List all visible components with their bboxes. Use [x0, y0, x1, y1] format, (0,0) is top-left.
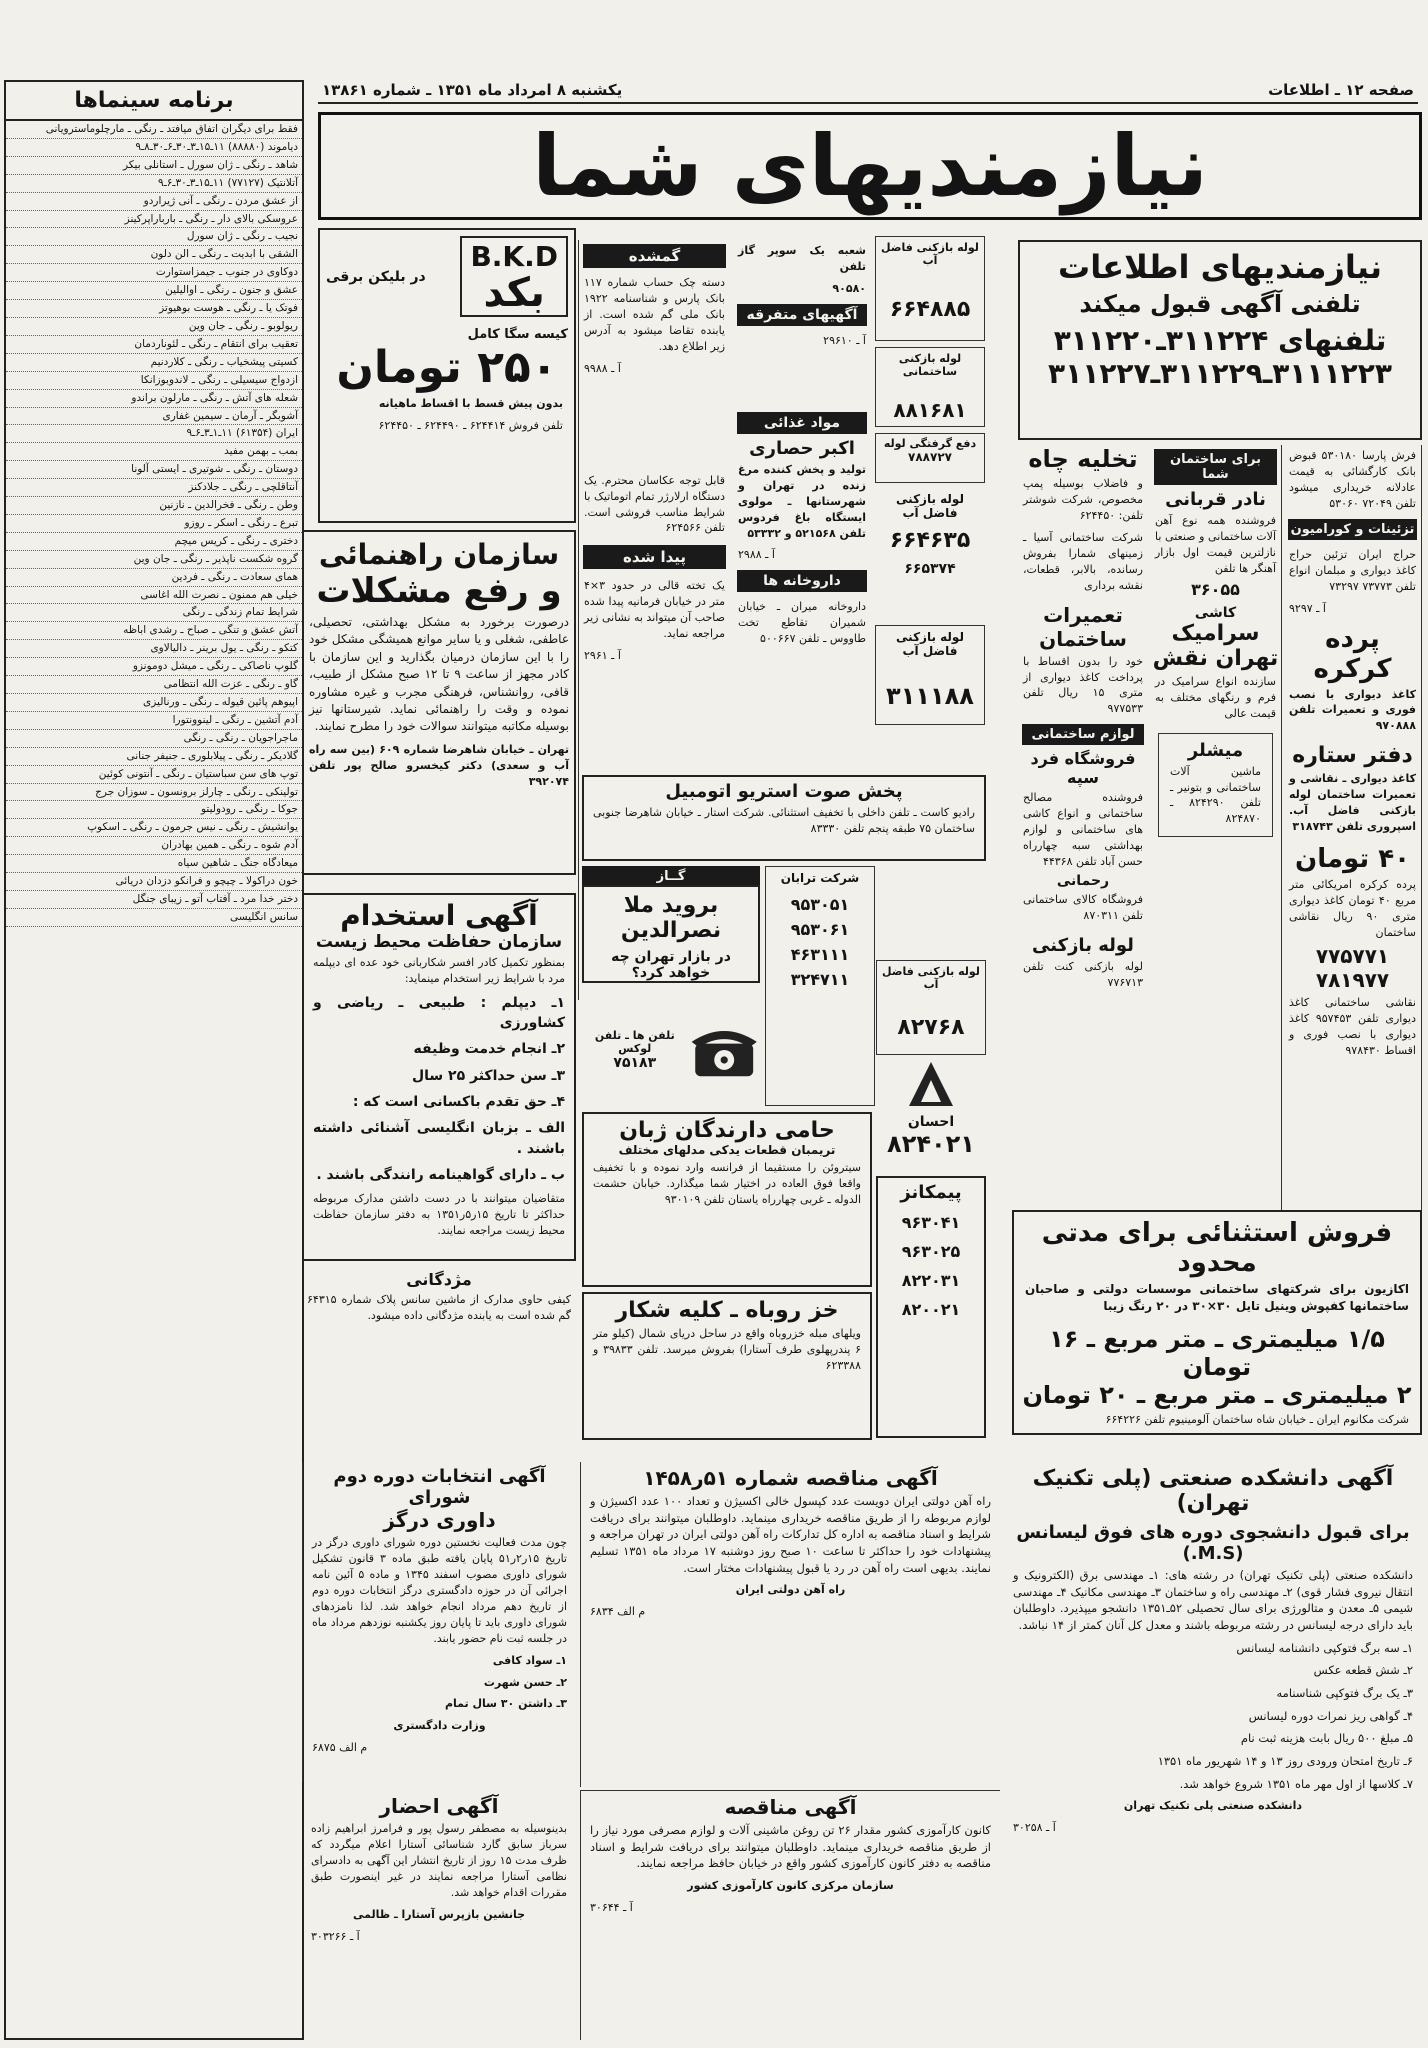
- cinema-row: گلادیکر ـ رنگی ـ پیلابلوری ـ جنیفر جنانی: [6, 748, 302, 766]
- cinema-row: عروسکی بالای دار ـ رنگی ـ بارباراپرکینز: [6, 211, 302, 229]
- poly-sub: برای قبول دانشجوی دوره های فوق لیسانس (M.S.): [1016, 1522, 1410, 1564]
- found-intro: قابل توجه عکاسان محترم. یک دستگاه ارلارژر تمام اتوماتیک با شرایط مناسب فروشی است. تلفن ۶۲۴۵۶۶: [584, 473, 725, 535]
- cinema-row: دوکاوی در جنوب ـ جیمزاستوارت: [6, 264, 302, 282]
- ehsan-ad: [876, 1060, 986, 1170]
- found-title: پیدا شده: [583, 545, 726, 569]
- cinema-row: توپ های سن سباستیان ـ رنگی ـ آنتونی کوئین: [6, 766, 302, 784]
- poly-item: ۲ـ شش قطعه عکس: [1313, 1663, 1413, 1678]
- misc-ref: آ ـ ۲۹۶۱۰: [823, 333, 866, 347]
- tires-ref: آ ـ ۹۲۹۷: [1289, 601, 1326, 615]
- cinema-row: ایران (۶۱۳۵۴) ۱۱ـ۱ـ۳ـ۶ـ۹: [6, 425, 302, 443]
- food-title: مواد غذائی: [737, 412, 867, 434]
- reward-title: مژدگانی: [406, 1270, 472, 1289]
- skins-ad: [582, 1292, 872, 1440]
- cinema-row: تعقیب برای انتقام ـ رنگی ـ لئوناردمان: [6, 336, 302, 354]
- cartrans-phones: [770, 895, 870, 989]
- cinema-row: خون دراکولا ـ چیچو و فرانکو دزدان دریائی: [6, 873, 302, 891]
- pipe-title: لوله بازکنی: [1032, 934, 1134, 956]
- paymaz-phones: [882, 1213, 980, 1319]
- council-item: ۱ـ سواد کافی: [492, 1653, 567, 1667]
- sale-body: اکازیون برای شرکتهای ساختمانی موسسات دولتی و صاحبان ساختمانها کفپوش وینیل تایل ۳۰×۳۰ در ۲۰ رنگ زیبا: [1025, 1282, 1409, 1314]
- plumb3-phone: ۷۸۸۷۲۷: [908, 450, 952, 464]
- ticket-price: ۲۵۰ تومان: [336, 342, 558, 393]
- radio-body: رادیو کاست ـ تلفن داخلی با تخفیف استثنائی. شرکت استار ـ خیابان شاهرضا جنوبی ساختمان ۷۵ طبقه پنجم تلفن ۸۳۳۳۰: [593, 806, 975, 835]
- poly-item: ۶ـ تاریخ امتحان ورودی روز ۱۳ و ۱۴ شهریور ماه ۱۳۵۱: [1157, 1754, 1413, 1769]
- paymaz-phone: ۸۲۲۰۳۱: [901, 1271, 961, 1290]
- hire-sub: سازمان حفاظت محیط زیست: [315, 932, 563, 952]
- guidance-title2: و رفع مشکلات: [316, 571, 562, 611]
- paymaz-phone: ۹۶۳۰۴۱: [901, 1213, 961, 1232]
- bazaar-ad: [582, 885, 760, 983]
- council-body: چون مدت فعالیت نخستین دوره شورای داوری درگز در تاریخ ۱۵ر۲ر۵۱ پایان یافته طبق ماده ۳ قانون تشکیل شورای داوری مصوب اسفند ۱۳۴۵ و ماده ۵ آئین نامه اجرائی آن در حوزه دادگستری درگز انتخابات دوره دوم از تاریخ دهم مرداد انجام خواهد شد. لذا نامزدهای شورای داوری باید تا پایان روز یکشنبه نوزدهم مرداد ماه در جلسه ثبت نام حضور یابند.: [312, 1536, 567, 1645]
- gas-label: گــاز: [582, 866, 760, 887]
- cinema-row: ازدواج سیسیلی ـ رنگی ـ لاندوبوزانکا: [6, 372, 302, 390]
- reward-body: کیفی حاوی مدارک از ماشین سانس پلاک شماره ۶۴۳۱۵ گم شده است به یابنده مژدگانی داده میشود.: [307, 1293, 571, 1322]
- ticket-addr: تلفن فروش ۶۲۴۴۱۴ ـ ۶۲۴۴۹۰ ـ ۶۲۴۴۵۰: [378, 418, 563, 432]
- training-sign: سازمان مرکزی کانون کارآموزی کشور: [687, 1879, 894, 1893]
- bazaar-sub: در بازار تهران چه خواهد کرد؟: [611, 949, 731, 981]
- council-item: ۲ـ حسن شهرت: [483, 1675, 567, 1689]
- council-items: [307, 1650, 572, 1716]
- cinema-row: آنتاقلچی ـ رنگی ـ جلادکنز: [6, 479, 302, 497]
- tender-body: راه آهن دولتی ایران دویست عدد کپسول خالی اکسیژن و تعداد ۱۰۰ عدد اکسیژن و لوازم مربوطه را از طریق مناقصه خریداری مینماید. داوطلبان میتوانند برای دریافت شرایط و اسناد مناقصه به اداره کل تدارکات راه آهن دولتی ایران در تهران مراجعه و پیشنهادات خود را حداکثر تا ساعت ۱۰ صبح روز دوشنبه ۱۷ مرداد ماه ۱۳۵۱ تسلیم نمایند. بدیهی است راه آهن در رد یا قبول پیشنهادات مختار است.: [590, 1494, 991, 1575]
- hire-item: ۴ـ حق تقدم باکسانی است که :: [352, 1094, 565, 1111]
- mischler-box: [1158, 733, 1273, 838]
- summons-ref: آ ـ ۳۰۳۲۶۶: [311, 1929, 360, 1943]
- cinema-row: دیاموند (۸۸۸۸۰) ۱۱ـ۱۵ـ۳ـ۳۰ـ۶ـ۳۰ـ۸ـ۹: [6, 139, 302, 157]
- supplies-name: فروشگاه فرد سپه: [1030, 749, 1136, 788]
- translate-ad: [582, 1112, 872, 1287]
- toman40-title: ۴۰ تومان: [1295, 844, 1410, 875]
- gas-phone: ۹۰۵۸۰: [832, 281, 866, 295]
- council-ref: م الف ۶۸۷۵: [312, 1741, 368, 1755]
- cinema-row: جوکا ـ رنگی ـ رودولیتو: [6, 801, 302, 819]
- hire-item: ۲ـ انجام خدمت وظیفه: [413, 1041, 565, 1058]
- phone-ad: [582, 990, 760, 1110]
- guidance-title: سازمان راهنمائی: [318, 538, 560, 571]
- cinema-row: عشق و جنون ـ رنگی ـ اوالیلین: [6, 282, 302, 300]
- plumb5-box: [875, 625, 985, 725]
- sale-title: فروش استثنائی برای مدتی محدود: [1041, 1218, 1393, 1278]
- lost-ref: آ ـ ۹۹۸۸: [584, 361, 621, 375]
- cinema-row: ریولوبو ـ رنگی ـ جان وین: [6, 318, 302, 336]
- summons-sign: جانشین بازپرس آستارا ـ ظالمی: [352, 1907, 526, 1921]
- info-phones2: ۳۱۱۱۲۲۳ـ۳۱۱۲۲۹ـ۳۱۱۲۲۷: [1048, 357, 1392, 390]
- banner-title: نیازمندیهای شما: [532, 117, 1208, 215]
- radio-ad: [582, 775, 986, 861]
- council-item: ۳ـ داشتن ۳۰ سال تمام: [444, 1697, 567, 1711]
- ticket-note: بدون پیش قسط با اقساط ماهیانه: [378, 397, 563, 410]
- cartrans-phone: ۴۶۳۱۱۱: [790, 945, 850, 964]
- poly-items: [1008, 1637, 1418, 1796]
- guidance-ad: [302, 530, 576, 875]
- paymaz-phone: ۹۶۳۰۲۵: [901, 1242, 961, 1261]
- sale-line2: ۲ میلیمتری ـ متر مربع ـ ۲۰ تومان: [1022, 1380, 1412, 1409]
- rahmani-body: فروشگاه کالای ساختمانی تلفن ۸۷۰۳۱۱: [1023, 893, 1143, 922]
- paymaz-title: پیمکانز: [900, 1182, 962, 1203]
- cinema-row: شرایط تمام زندگی ـ رنگی: [6, 604, 302, 622]
- ticket-line2: کیسه سگا کامل: [467, 327, 568, 342]
- nader-name: نادر قربانی: [1165, 489, 1266, 510]
- poly-item: ۳ـ یک برگ فتوکپی شناسنامه: [1276, 1686, 1413, 1701]
- poly-title: آگهی دانشکده صنعتی (پلی تکنیک تهران): [1032, 1466, 1394, 1516]
- cinema-row: فقط برای دیگران اتفاق میافتد ـ رنگی ـ مارچلوماسترویانی: [6, 121, 302, 139]
- found-ref: آ ـ ۲۹۶۱: [584, 649, 621, 663]
- plumb2-phone: ۸۸۱۶۸۱: [893, 398, 967, 422]
- cinema-row: وطن ـ رنگی ـ فخرالدین ـ نازنین: [6, 497, 302, 515]
- info-sub: تلفنی آگهی قبول میکند: [1079, 290, 1361, 318]
- poly-sign: دانشکده صنعتی پلی تکنیک تهران: [1123, 1799, 1303, 1813]
- plumb6-phone: ۸۲۷۶۸: [897, 1015, 965, 1040]
- sale-ad: [1012, 1210, 1422, 1435]
- cinema-row: شاهد ـ رنگی ـ ژان سورل ـ استانلی بیکر: [6, 157, 302, 175]
- polytechnic-ad: [1004, 1462, 1422, 2040]
- cinema-row: یوانشیش ـ رنگی ـ نیس جرمون ـ رنگی ـ اسکوپ: [6, 819, 302, 837]
- page-header: [318, 78, 1418, 104]
- lost-title: گمشده: [583, 244, 726, 268]
- cinema-row: همای سعادت ـ رنگی ـ فردین: [6, 569, 302, 587]
- nader-phone: ۳۶۰۵۵: [1191, 579, 1240, 599]
- phone-ad-title: تلفن ها ـ تلفن لوکس: [594, 1029, 675, 1055]
- cinema-row: خیلی هم ممنون ـ نصرت الله اغاسی: [6, 587, 302, 605]
- cartrans-phone: ۹۵۳۰۶۱: [790, 920, 850, 939]
- pipe-body: لوله بازکنی کنت تلفن ۷۷۶۷۱۳: [1023, 959, 1143, 989]
- star-title: دفتر ستاره: [1292, 743, 1413, 769]
- tender-ad: [580, 1462, 1000, 1787]
- council-title: آگهی انتخابات دوره دوم شورای: [333, 1466, 546, 1508]
- plumb6-title: لوله بازکنی فاضل آب: [882, 965, 980, 991]
- summons-title: آگهی احضار: [379, 1794, 499, 1818]
- cinema-row: از عشق مردن ـ رنگی ـ آنی ژیراردو: [6, 193, 302, 211]
- star-body: کاغذ دیواری ـ نقاشی و تعمیرات ساختمان لوله بازکنی فاضل آب. اسپروری تلفن ۳۱۸۷۴۳: [1289, 772, 1416, 834]
- training-title: آگهی مناقصه: [724, 1795, 857, 1819]
- cinema-row: میعادگاه جنگ ـ شاهین سیاه: [6, 855, 302, 873]
- wells-title: تخلیه چاه: [1028, 445, 1138, 473]
- poly-ref: آ ـ ۳۰۲۵۸: [1013, 1821, 1056, 1835]
- food-ref: آ ـ ۲۹۸۸: [738, 548, 775, 562]
- wells-body2: شرکت ساختمانی آسیا ـ زمینهای شمارا بفروش رسانده، بالابر، قطعات، نقشه برداری: [1023, 530, 1143, 592]
- supplies-title: لوازم ساختمانی: [1022, 724, 1144, 745]
- phone-ad-phone: ۷۵۱۸۳: [613, 1055, 657, 1071]
- plumb1-title: لوله بازکنی فاضل آب: [881, 241, 979, 267]
- nader-title: برای ساختمان شما: [1154, 449, 1277, 485]
- hire-item: الف ـ بزبان انگلیسی آشنائی داشته باشند .: [313, 1120, 565, 1157]
- sale-foot: شرکت مکانوم ایران ـ خیابان شاه ساختمان آلومینیوم تلفن ۶۶۴۲۲۶: [1105, 1412, 1409, 1426]
- plumb4-phone: ۶۶۴۶۳۵: [889, 528, 971, 553]
- cinema-row: فوتک یا ـ رنگی ـ هوست بوهیوتز: [6, 300, 302, 318]
- cinema-row: ماجراجویان ـ رنگی ـ رنگی: [6, 730, 302, 748]
- bazaar-title: بروید ملا نصرالدین: [620, 893, 722, 943]
- plumb3-title: دفع گرفتگی لوله: [883, 437, 977, 450]
- info-ad: [1018, 240, 1422, 440]
- cinema-row: کتکو ـ رنگی ـ یول برینر ـ دالیالاوی: [6, 640, 302, 658]
- cinema-row: دختر خدا مرد ـ آفتاب آتو ـ زیبای جنگل: [6, 891, 302, 909]
- translate-title: حامی دارندگان ژبان: [619, 1118, 835, 1143]
- poly-item: ۵ـ مبلغ ۵۰۰ ریال بابت هزینه ثبت نام: [1240, 1731, 1413, 1746]
- misc-title: آگهیهای متفرقه: [737, 304, 867, 326]
- plumb5-phone: ۳۱۱۱۸۸: [886, 682, 974, 710]
- translate-sub: تریمبان قطعات یدکی مدلهای مختلف: [618, 1143, 836, 1157]
- ehsan-title: احسان: [907, 1114, 955, 1130]
- poly-body: دانشکده صنعتی (پلی تکنیک تهران) در رشته های: ۱ـ مهندسی برق (الکترونیک و انتقال نیروی فشار قوی) ۲ـ مهندسی راه و ساختمان ۳ـ مهندسی مکانیک ۴ـ مهندسی شیمی ۵ـ معدن و متالورژی برای سال تحصیلی ۵۲ـ۱۳۵۱ دانشجو میپذیرد. داوطلبان باید دارای درجه لیسانس در رشته مربوطه باشند و معدل کل آنان کمتر از ۱۴ نباشد.: [1013, 1568, 1413, 1633]
- council-sign: وزارت دادگستری: [393, 1719, 486, 1733]
- tires-title: تزئینات و کورامیون: [1288, 519, 1417, 540]
- cartrans-title: شرکت ترابان: [780, 871, 860, 885]
- curtain-body: کاغذ دیواری با نصب فوری و تعمیرات تلفن ۹۷۰۸۸۸: [1289, 687, 1416, 733]
- cinema-row: نجیب ـ رنگی ـ ژان سورل: [6, 228, 302, 246]
- repair-title: تعمیرات ساختمان: [1039, 602, 1127, 651]
- plumb5-title: لوله بازکنی فاضل آب: [896, 630, 964, 658]
- hire-body: بمنظور تکمیل کادر افسر شکاربانی خود عده ای دیپلمه مرد با شرایط زیر استخدام مینماید:: [313, 956, 565, 985]
- plumb2-title: لوله بازکنی ساختمانی: [898, 352, 962, 378]
- cinema-row: گروه شکست ناپذیر ـ رنگی ـ جان وین: [6, 551, 302, 569]
- plumb3-box: [875, 433, 985, 483]
- ehsan-phone: ۸۲۴۰۲۱: [887, 1130, 975, 1158]
- page-label: صفحه ۱۲ ـ اطلاعات: [1268, 81, 1414, 99]
- guidance-body: درصورت برخورد به مشکل بهداشتی، تحصیلی، عاطفی، شغلی و یا سایر موانع همیشگی مشکل خود را با این سازمان درمیان بگذارید و این سازمان با کادر مجهز از ساعت ۹ تا ۱۲ صبح مشکل از طبیب، قافی، روانشناس، فرهنگی مجرب و غیره مشاوره نموده و وقت را راهنمائی نماید. شیرستانها نیز بوسیله مکاتبه میتوانند سوالات خود را مطرح نمایند.: [309, 615, 570, 734]
- section-banner: [318, 112, 1422, 220]
- cinema-row: آتش عشق و تنگی ـ صباح ـ رشدی اباظه: [6, 622, 302, 640]
- plumb4-box: [875, 489, 985, 619]
- telephone-icon: [688, 1015, 760, 1085]
- flame-icon: [901, 1060, 961, 1110]
- guidance-addr: تهران ـ خیابان شاهرضا شماره ۶۰۹ (بین سه راه آب و سعدی) دکتر کیخسرو صالح پور تلفن ۳۹۲۰۷۴: [309, 742, 570, 788]
- curtain-title: پرده کرکره: [1313, 623, 1392, 684]
- poly-item: ۷ـ کلاسها از اول مهر ماه ۱۳۵۱ شروع خواهد شد.: [1179, 1776, 1413, 1791]
- carpet-body: فرش پارسا ۵۳۰۱۸۰ قبوض بانک کارگشائی به قیمت عادلانه خریداری میشود تلفن ۷۲۰۴۹ ۵۳۰۶۰: [1289, 449, 1417, 510]
- poly-item: ۴ـ گواهی ریز نمرات دوره لیسانس: [1248, 1708, 1413, 1723]
- tiles-body: سازنده انواع سرامیک در فرم و رنگهای مختلف به قیمت عالی: [1155, 674, 1276, 720]
- cinema-row: تولینکی ـ رنگی ـ چارلز برونسون ـ سوزان جرج: [6, 784, 302, 802]
- cinema-row: دوستان ـ رنگی ـ شوتیری ـ ایستی آلونا: [6, 461, 302, 479]
- radio-title: پخش صوت استریو اتومبیل: [665, 781, 903, 802]
- cinema-row: شعله های آتش ـ رنگی ـ مارلون براندو: [6, 390, 302, 408]
- wells-body: و فاضلاب بوسیله پمپ مخصوص، شرکت شوشتر تلفن: ۶۲۴۴۵۰: [1023, 477, 1143, 522]
- summons-ad: [302, 1790, 576, 2040]
- tiles-name: سرامیک تهران نقش: [1152, 620, 1279, 671]
- cinema-row: بمب ـ بهمن مفید: [6, 443, 302, 461]
- toman40-phone2: ۷۸۱۹۷۷: [1315, 967, 1390, 992]
- council-ad: [302, 1462, 576, 1782]
- hire-item: ۳ـ سن حداکثر ۲۵ سال: [411, 1067, 565, 1084]
- food-name: اکبر حصاری: [749, 437, 855, 459]
- plumb6-box: [876, 960, 986, 1055]
- mischler-title: میشلر: [1187, 739, 1244, 761]
- lost-body: دسته چک حساب شماره ۱۱۷ بانک پارس و شناسنامه ۱۹۲۲ بانک ملی گم شده است. از یابنده تقاضا میشود به آدرس زیر اطلاع دهد.: [584, 276, 725, 353]
- supplies-body: فروشنده مصالح ساختمانی و انواع کاشی های ساختمانی و لوازم بهداشتی سبه چهارراه حسن آباد تلفن ۴۴۳۶۸: [1023, 791, 1143, 869]
- training-body: کانون کارآموزی کشور مقدار ۲۶ تن روغن ماشینی آلات و لوازم مصرفی مورد نیاز را از طریق مناقصه خریداری مینماید. داوطلبان میتوانند برای دریافت شرایط و اسناد مناقصه به دفتر کانون کارآموزی کشور واقع در خیابان حافظ مراجعه نمایند.: [590, 1823, 991, 1871]
- council-title2: داوری درگز: [383, 1508, 496, 1532]
- reward-ad: [302, 1270, 576, 1360]
- cinema-row: آشوبگر ـ آرمان ـ سیمین غفاری: [6, 408, 302, 426]
- tiles-title: کاشی: [1194, 604, 1237, 621]
- training-ad: [580, 1790, 1000, 2040]
- hire-requirements: [308, 990, 570, 1188]
- cinema-row: آدم شوه ـ رنگی ـ همین بهادران: [6, 837, 302, 855]
- gas-title: شعبه یک سوپر گاز تلفن: [738, 244, 866, 273]
- plumb1-box: [875, 236, 985, 341]
- cinema-row: گاو ـ رنگی ـ عزت الله انتظامی: [6, 676, 302, 694]
- repair-body: خود را بدون اقساط با پرداخت کاغذ دیواری از متری ۱۵ ریال تلفن ۹۷۷۵۳۳: [1023, 654, 1143, 716]
- tender-sign: راه آهن دولتی ایران: [735, 1583, 846, 1597]
- classified-col-c: [733, 240, 871, 770]
- hire-title: آگهی استخدام: [340, 899, 538, 932]
- plumb4-phone2: ۶۶۵۳۷۴: [904, 561, 956, 577]
- toman40-body: پرده کرکره امریکائی متر مربع ۴۰ تومان کاغذ دیواری متری ۹۰ ریال نقاشی ساختمان: [1289, 878, 1416, 939]
- hire-foot: متقاضیان میتوانند با در دست داشتن مدارک مربوطه حداکثر تا تاریخ ۱۵ر۵ر۱۳۵۱ به دفتر سازمان حفاظت محیط زیست مراجعه نمایند.: [313, 1192, 565, 1238]
- info-title: نیازمندیهای اطلاعات: [1058, 248, 1382, 286]
- plumb4-title: لوله بازکنی فاضل آب: [896, 492, 964, 520]
- wallpaper-body: نقاشی ساختمانی کاغذ دیواری تلفن ۹۵۷۴۵۳ کاغذ دیواری با نصب فوری و اقساط ۹۷۸۴۳۰: [1289, 995, 1416, 1057]
- cinema-row: اپیوهم پائین قیوله ـ رنگی ـ ورنالیزی: [6, 694, 302, 712]
- poly-item: ۱ـ سه برگ فتوکپی دانشنامه لیسانس: [1236, 1640, 1413, 1655]
- skins-body: ویلهای مبله خزروباه واقع در ساحل دریای شمال (کیلو متر ۶ پندرپهلوی طرف آستارا) بفروش میرسد. تلفن ۳۹۸۳۳ و ۶۲۳۳۸۸: [593, 1327, 861, 1372]
- cartrans-phone: ۳۲۴۷۱۱: [790, 970, 850, 989]
- pharmacy-body: داروخانه میران ـ خیابان شمیران تقاطع تخت طاووس ـ تلفن ۵۰۰۶۶۷: [738, 600, 866, 646]
- cinema-row: آدم آتشین ـ رنگی ـ لینوونتورا: [6, 712, 302, 730]
- rahmani-title: رحمانی: [1056, 873, 1110, 889]
- ticket-logo: B.K.D: [470, 240, 558, 273]
- found-body: یک تخته قالی در حدود ۳×۴ متر در خیابان فرمانیه پیدا شده صاحب آن میتواند به نشانی زیر مراجعه نماید.: [584, 579, 725, 641]
- hire-item: ب ـ دارای گواهینامه رانندگی باشند .: [316, 1166, 565, 1183]
- pharmacy-title: داروخانه ها: [737, 570, 867, 592]
- summons-body: بدینوسیله به مصطفر رسول پور و فرامرز ابراهیم زاده سرباز سابق گارد شناسائی آستارا اعلام میگردد که ظرف مدت ۱۵ روز از تاریخ انتشار این آگهی به دادسرای نظامی آستارا مراجعه نمایند در غیر اینصورت طبق مقررات اقدام خواهد شد.: [311, 1822, 567, 1899]
- skins-title: خز روباه ـ کلیه شکار: [615, 1298, 839, 1323]
- paymaz-phone: ۸۲۰۰۲۱: [901, 1300, 961, 1319]
- training-ref: آ ـ ۳۰۶۴۴: [590, 1900, 633, 1914]
- toman40-phone1: ۷۷۵۷۷۱: [1315, 943, 1390, 968]
- tender-ref: م الف ۶۸۳۴: [590, 1605, 646, 1619]
- cinema-row: دختری ـ رنگی ـ کریس میچم: [6, 533, 302, 551]
- ticket-line1: در بلیکن برقی: [326, 268, 426, 285]
- hire-item: ۱ـ دیپلم : طبیعی ـ ریاضی و کشاورزی: [313, 994, 565, 1032]
- cartrans-ad: [765, 866, 875, 1106]
- cinema-row: گلوپ ناصاکی ـ رنگی ـ میشل دومونزو: [6, 658, 302, 676]
- cinema-row: الشقی با ابدیت ـ رنگی ـ الن دلون: [6, 246, 302, 264]
- tender-title: آگهی مناقصه شماره ۵۱ر۱۴۵۸: [643, 1466, 938, 1490]
- cinema-title: برنامه سینماها: [6, 82, 302, 121]
- nader-body: فروشنده همه نوع آهن آلات ساختمانی و صنعتی با نازلترین قیمت اول بازار آهنگر ها تلفن: [1155, 514, 1276, 575]
- issue-date: یکشنبه ۸ امرداد ماه ۱۳۵۱ ـ شماره ۱۳۸۶۱: [322, 81, 623, 99]
- ticket-logo-fa: بکد: [483, 270, 545, 316]
- cinema-row: کسیتی پیشخیاب ـ رنگی ـ کلاردنیم: [6, 354, 302, 372]
- cinema-list: [6, 121, 302, 927]
- translate-body: سیتروئن را مستقیما از فرانسه وارد نموده و با تخفیف واقعا فوق العاده در اختیار شما میگذارد. خیابان حشمت الدوله ـ غربی چهارراه یاستان تلفن ۹۳۰۱۰۹: [593, 1161, 861, 1206]
- hire-ad: [302, 893, 576, 1261]
- gas-label-box: [582, 866, 760, 886]
- tires-body: حراج ایران تزئین حراج کاغذ دیواری و مبلمان انواع تلفن ۷۳۷۷۳ ۷۳۲۹۷: [1289, 547, 1416, 593]
- info-phones1: تلفنهای ۳۱۱۲۲۴ـ۳۱۱۲۲۰: [1053, 324, 1387, 357]
- plumbing-col: [875, 236, 985, 776]
- cinema-row: سانس انگلیسی: [6, 909, 302, 927]
- cinema-row: تبرع ـ رنگی ـ اسکر ـ روزو: [6, 515, 302, 533]
- cartrans-phone: ۹۵۳۰۵۱: [790, 895, 850, 914]
- sale-line1: ۱/۵ میلیمتری ـ متر مربع ـ ۱۶ تومان: [1049, 1324, 1385, 1381]
- paymaz-ad: [876, 1176, 986, 1438]
- food-body: تولید و پخش کننده مرغ زنده در تهران و شهرستانها ـ مولوی ایستگاه باغ فردوس تلفن ۵۲۱۵۶۸ و ۵۳۳۳۲: [738, 462, 866, 540]
- cinema-row: آتلانتیک (۷۷۱۲۷) ۱۱ـ۱۵ـ۳ـ۳۰ـ۶ـ۹: [6, 175, 302, 193]
- plumb1-phone: ۶۶۴۸۸۵: [889, 297, 971, 322]
- cinema-program: [4, 80, 304, 2040]
- ticket-ad: [318, 228, 576, 523]
- mischler-body: ماشین آلات ساختمانی و بتونیر ـ تلفن ۸۲۴۲۹۰ ـ ۸۲۴۸۷۰: [1170, 764, 1261, 826]
- plumb2-box: [875, 347, 985, 427]
